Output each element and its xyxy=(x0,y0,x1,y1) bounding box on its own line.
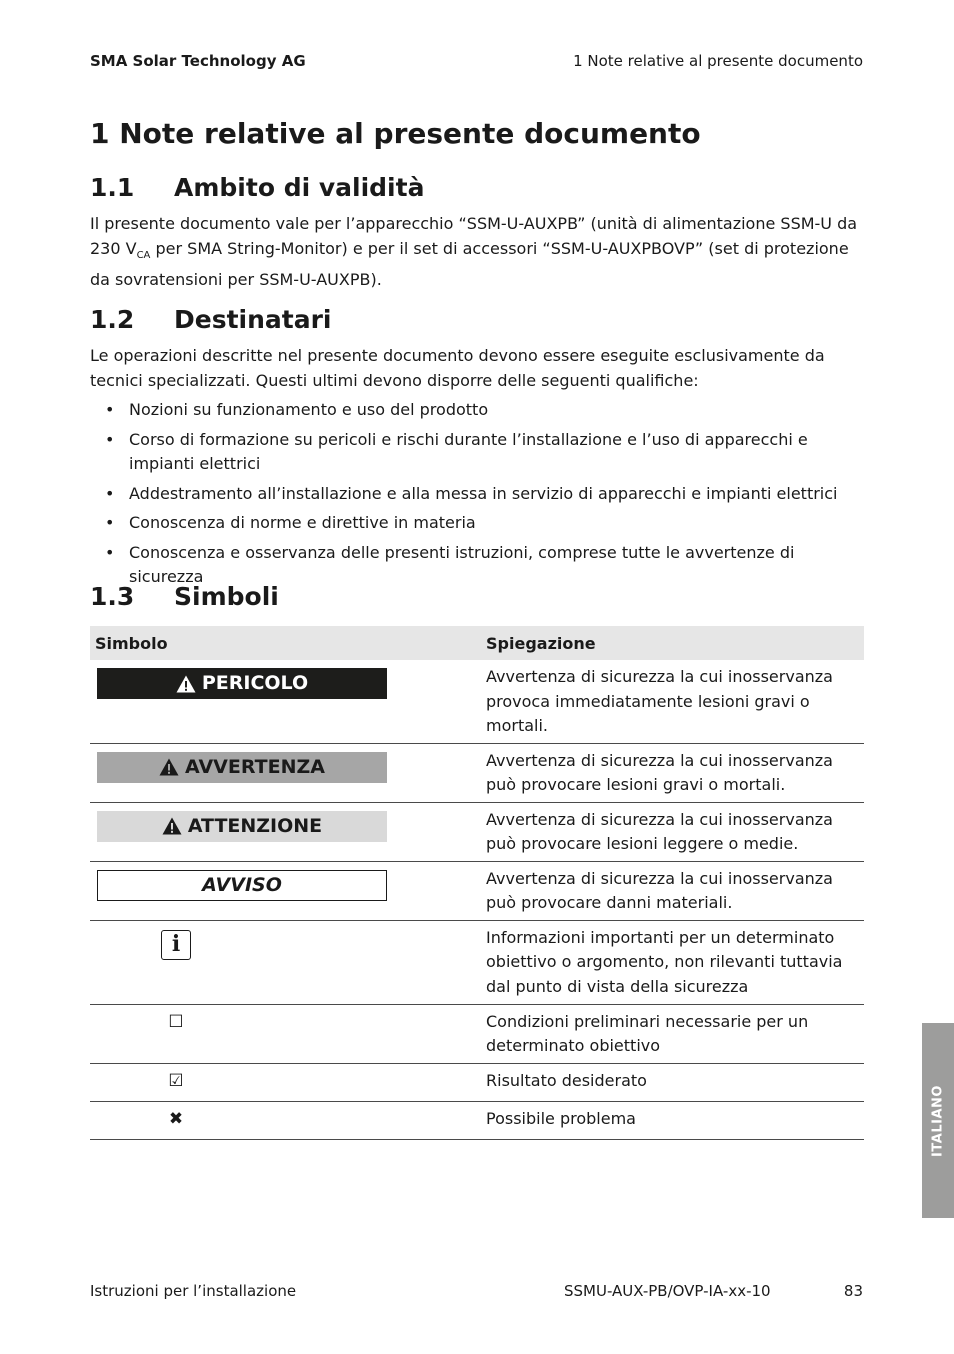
warning-triangle-icon xyxy=(162,817,182,835)
explanation-cell: Risultato desiderato xyxy=(481,1063,864,1101)
list-item: • Addestramento all’installazione e alla messa in servizio di apparecchi e impianti elettrici xyxy=(90,482,865,507)
section-number: 1.1 xyxy=(90,173,135,202)
scope-subscript: CA xyxy=(136,249,151,261)
explanation-cell: Avvertenza di sicurezza la cui inosservanza provoca immediatamente lesioni gravi o mortali. xyxy=(481,660,864,743)
scope-text-part2: per SMA String-Monitor) e per il set di accessori “SSM-U-AUXPBOVP” (set di protezione da sovratensioni per SSM-U-AUXPB). xyxy=(90,238,849,290)
warning-triangle-icon xyxy=(176,675,196,693)
notice-label-text: AVVISO xyxy=(202,873,282,896)
list-item: • Corso di formazione su pericoli e rischi durante l’installazione e l’uso di apparecchi e impianti elettrici xyxy=(90,428,865,477)
explanation-cell: Avvertenza di sicurezza la cui inosservanza può provocare lesioni leggere o medie. xyxy=(481,802,864,861)
danger-label-text: PERICOLO xyxy=(201,672,309,695)
section-number: 1.2 xyxy=(90,305,135,334)
table-row xyxy=(90,1004,864,1063)
section-title: Destinatari xyxy=(174,305,332,334)
audience-intro: Le operazioni descritte nel presente documento devono essere eseguite esclusivamente da tecnici specializzati. Questi ultimi devono disporre delle seguenti qualifiche: xyxy=(90,346,825,390)
column-header-symbol: Simbolo xyxy=(90,626,481,660)
table-row xyxy=(90,1063,864,1101)
page-title: 1 Note relative al presente documento xyxy=(90,117,701,150)
checkbox-empty-icon: ☐ xyxy=(168,1011,184,1032)
caution-label xyxy=(97,811,387,842)
section-heading-symbols xyxy=(90,582,279,611)
column-header-explanation: Spiegazione xyxy=(481,626,864,660)
table-row xyxy=(90,660,864,743)
notice-label xyxy=(97,870,387,901)
warning-label-text: AVVERTENZA xyxy=(185,755,325,778)
qualifications-list xyxy=(90,398,865,595)
scope-paragraph xyxy=(90,212,865,293)
caution-label-text: ATTENZIONE xyxy=(187,814,323,837)
table-header-row xyxy=(90,626,864,660)
table-row xyxy=(90,743,864,802)
explanation-cell: Informazioni importanti per un determinato obiettivo o argomento, non rilevanti tuttavia dal punto di vista della sicurezza xyxy=(481,920,864,1004)
section-heading-audience xyxy=(90,305,332,334)
table-row xyxy=(90,802,864,861)
checkbox-checked-icon: ☑ xyxy=(168,1070,184,1091)
section-title: Ambito di validità xyxy=(174,173,425,202)
header-company: SMA Solar Technology AG xyxy=(90,52,306,70)
explanation-cell: Possibile problema xyxy=(481,1101,864,1139)
explanation-cell: Avvertenza di sicurezza la cui inosservanza può provocare danni materiali. xyxy=(481,861,864,920)
footer-doc-type: Istruzioni per l’installazione xyxy=(90,1282,297,1300)
section-title: Simboli xyxy=(174,582,279,611)
language-tab xyxy=(922,1023,954,1218)
cross-icon: ✖ xyxy=(168,1108,184,1129)
language-tab-label: ITALIANO xyxy=(930,1084,946,1157)
explanation-cell: Avvertenza di sicurezza la cui inosservanza può provocare lesioni gravi o mortali. xyxy=(481,743,864,802)
header-chapter: 1 Note relative al presente documento xyxy=(573,52,863,70)
info-icon: i xyxy=(161,930,191,960)
danger-label xyxy=(97,668,387,699)
table-row xyxy=(90,1101,864,1139)
warning-triangle-icon xyxy=(159,758,179,776)
explanation-cell: Condizioni preliminari necessarie per un determinato obiettivo xyxy=(481,1004,864,1063)
table-row xyxy=(90,920,864,1004)
section-heading-scope xyxy=(90,173,424,202)
table-row xyxy=(90,861,864,920)
scope-text-part1: Il presente documento vale per l’apparecchio “SSM-U-AUXPB” (unità di alimentazione SSM-U da 230 V xyxy=(90,214,858,258)
list-item: • Conoscenza e osservanza delle presenti istruzioni, comprese tutte le avvertenze di sicurezza xyxy=(90,541,865,590)
footer-doc-code: SSMU-AUX-PB/OVP-IA-xx-10 xyxy=(564,1282,771,1300)
page-number: 83 xyxy=(843,1282,863,1300)
symbols-table xyxy=(90,626,864,1140)
warning-label xyxy=(97,752,387,783)
list-item: • Nozioni su funzionamento e uso del prodotto xyxy=(90,398,865,423)
list-item: • Conoscenza di norme e direttive in materia xyxy=(90,511,865,536)
section-number: 1.3 xyxy=(90,582,135,611)
